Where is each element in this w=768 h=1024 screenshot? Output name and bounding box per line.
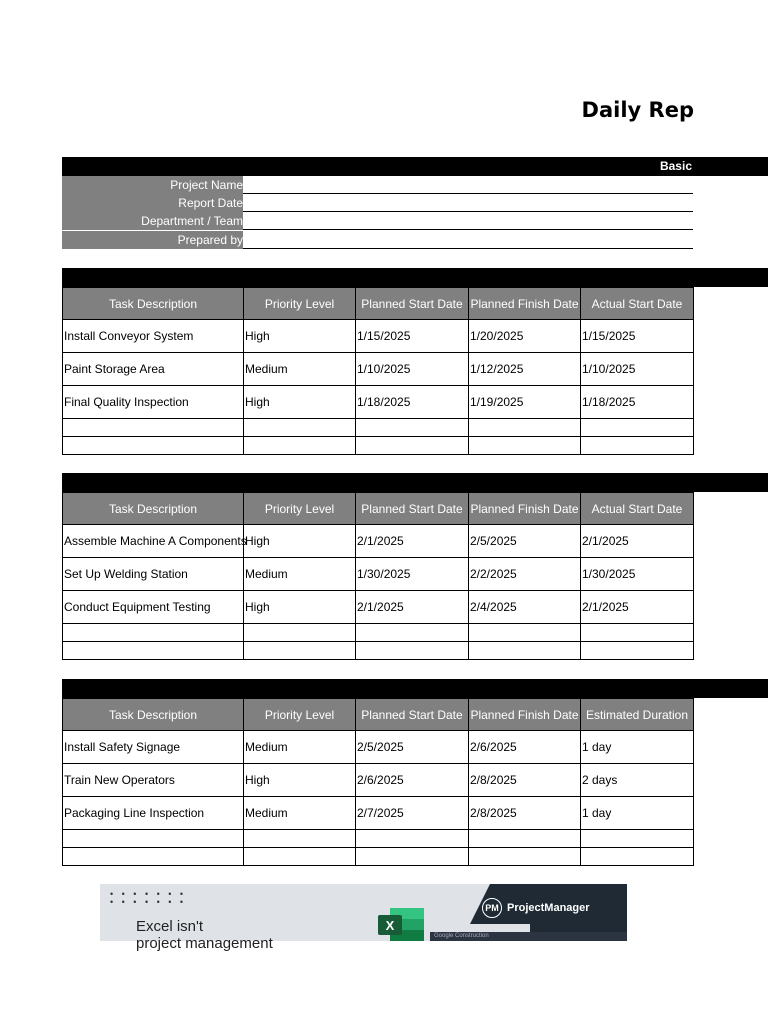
table-cell[interactable]: 2/8/2025 <box>469 764 581 797</box>
section-bar-2 <box>62 473 768 492</box>
info-label: Prepared by <box>62 231 243 249</box>
empty-table-row <box>63 624 694 642</box>
empty-table-cell[interactable] <box>244 642 356 660</box>
table-cell[interactable]: 2 days <box>581 764 694 797</box>
empty-table-cell[interactable] <box>244 437 356 455</box>
info-label: Report Date <box>62 194 243 212</box>
empty-table-row <box>63 419 694 437</box>
table-cell[interactable]: 1/30/2025 <box>581 558 694 591</box>
basic-info-header <box>62 157 768 176</box>
table-cell[interactable]: 1/15/2025 <box>356 320 469 353</box>
empty-table-cell[interactable] <box>356 830 469 848</box>
table-cell[interactable]: 1 day <box>581 731 694 764</box>
table-header-row <box>63 493 694 525</box>
empty-table-cell[interactable] <box>581 419 694 437</box>
column-header: Priority Level <box>244 493 356 525</box>
table-cell[interactable]: 2/2/2025 <box>469 558 581 591</box>
table-cell[interactable]: High <box>244 764 356 797</box>
column-header: Actual Start Date <box>581 493 694 525</box>
empty-table-cell[interactable] <box>63 848 244 866</box>
table-cell[interactable]: Install Safety Signage <box>63 731 244 764</box>
empty-table-cell[interactable] <box>356 642 469 660</box>
column-header: Planned Finish Date <box>469 493 581 525</box>
empty-table-row <box>63 830 694 848</box>
table-row <box>63 353 694 386</box>
column-header: Planned Start Date <box>356 288 469 320</box>
section-bar-3 <box>62 679 768 698</box>
info-row-department <box>62 212 693 230</box>
table-cell[interactable]: 1/19/2025 <box>469 386 581 419</box>
table-cell[interactable]: 1/10/2025 <box>356 353 469 386</box>
table-cell[interactable]: Medium <box>244 353 356 386</box>
table-cell[interactable]: 1/10/2025 <box>581 353 694 386</box>
empty-table-cell[interactable] <box>63 437 244 455</box>
table-cell[interactable]: 2/4/2025 <box>469 591 581 624</box>
empty-table-cell[interactable] <box>63 642 244 660</box>
empty-table-cell[interactable] <box>469 830 581 848</box>
report-title: Daily Rep <box>581 98 694 122</box>
empty-table-cell[interactable] <box>244 848 356 866</box>
info-label: Project Name <box>62 176 243 194</box>
projectmanager-ad-banner[interactable] <box>100 884 627 952</box>
table-cell[interactable]: 2/7/2025 <box>356 797 469 830</box>
empty-table-cell[interactable] <box>581 624 694 642</box>
basic-info-header-label: Basic <box>659 159 692 173</box>
empty-table-cell[interactable] <box>244 830 356 848</box>
table-cell[interactable]: Medium <box>244 731 356 764</box>
table-cell[interactable]: High <box>244 320 356 353</box>
empty-table-cell[interactable] <box>469 437 581 455</box>
table-cell[interactable]: 1 day <box>581 797 694 830</box>
column-header: Task Description <box>63 288 244 320</box>
app-preview-strip: Google Construction <box>430 932 627 941</box>
empty-table-cell[interactable] <box>356 419 469 437</box>
table-cell[interactable]: Medium <box>244 558 356 591</box>
projectmanager-logo <box>482 898 590 918</box>
empty-table-cell[interactable] <box>63 830 244 848</box>
table-row <box>63 591 694 624</box>
column-header: Priority Level <box>244 288 356 320</box>
empty-table-cell[interactable] <box>469 642 581 660</box>
column-header: Planned Start Date <box>356 493 469 525</box>
empty-table-row <box>63 437 694 455</box>
empty-table-cell[interactable] <box>469 624 581 642</box>
table-cell[interactable]: 1/18/2025 <box>581 386 694 419</box>
table-cell[interactable]: Medium <box>244 797 356 830</box>
table-cell[interactable]: 1/12/2025 <box>469 353 581 386</box>
empty-table-cell[interactable] <box>63 624 244 642</box>
task-table-3 <box>62 698 694 866</box>
brand-name: ProjectManager <box>507 901 590 914</box>
table-cell[interactable]: 2/5/2025 <box>356 731 469 764</box>
table-cell[interactable]: High <box>244 525 356 558</box>
empty-table-cell[interactable] <box>469 419 581 437</box>
table-cell[interactable]: 2/1/2025 <box>356 525 469 558</box>
table-cell[interactable]: High <box>244 386 356 419</box>
column-header: Estimated Duration <box>581 699 694 731</box>
table-cell[interactable]: 2/1/2025 <box>356 591 469 624</box>
column-header: Task Description <box>63 493 244 525</box>
info-label: Department / Team <box>62 212 243 230</box>
empty-table-cell[interactable] <box>356 848 469 866</box>
empty-table-row <box>63 642 694 660</box>
table-cell[interactable]: Paint Storage Area <box>63 353 244 386</box>
table-row <box>63 764 694 797</box>
table-row <box>63 797 694 830</box>
empty-table-cell[interactable] <box>581 437 694 455</box>
empty-table-row <box>63 848 694 866</box>
column-header: Priority Level <box>244 699 356 731</box>
column-header: Actual Start Date <box>581 288 694 320</box>
department-field[interactable] <box>243 212 693 230</box>
table-cell[interactable]: 1/15/2025 <box>581 320 694 353</box>
table-row <box>63 731 694 764</box>
empty-table-cell[interactable] <box>581 830 694 848</box>
prepared-by-field[interactable] <box>243 231 693 249</box>
table-cell[interactable]: Train New Operators <box>63 764 244 797</box>
table-cell[interactable]: 2/6/2025 <box>356 764 469 797</box>
table-row <box>63 320 694 353</box>
empty-table-cell[interactable] <box>469 848 581 866</box>
table-cell[interactable]: 1/20/2025 <box>469 320 581 353</box>
table-cell[interactable]: 2/1/2025 <box>581 525 694 558</box>
ad-headline: Excel isn't <box>136 918 204 935</box>
empty-table-cell[interactable] <box>244 624 356 642</box>
table-cell[interactable]: 2/1/2025 <box>581 591 694 624</box>
column-header: Task Description <box>63 699 244 731</box>
table-cell[interactable]: 2/5/2025 <box>469 525 581 558</box>
table-cell[interactable]: Packaging Line Inspection <box>63 797 244 830</box>
excel-letter: X <box>385 918 395 933</box>
info-row-prepared-by <box>62 231 693 249</box>
table-header-row <box>63 288 694 320</box>
column-header: Planned Start Date <box>356 699 469 731</box>
task-table-1 <box>62 287 694 455</box>
project-name-field[interactable] <box>243 176 693 194</box>
empty-table-cell[interactable] <box>356 437 469 455</box>
table-cell[interactable]: 1/18/2025 <box>356 386 469 419</box>
table-cell[interactable]: 2/8/2025 <box>469 797 581 830</box>
table-cell[interactable]: 2/6/2025 <box>469 731 581 764</box>
task-table-2 <box>62 492 694 660</box>
empty-table-cell[interactable] <box>356 624 469 642</box>
table-cell[interactable]: 1/30/2025 <box>356 558 469 591</box>
table-cell[interactable]: Install Conveyor System <box>63 320 244 353</box>
table-cell[interactable]: Set Up Welding Station <box>63 558 244 591</box>
report-date-field[interactable] <box>243 194 693 212</box>
info-row-project-name <box>62 176 693 194</box>
table-cell[interactable]: High <box>244 591 356 624</box>
column-header: Planned Finish Date <box>469 288 581 320</box>
excel-logo-icon <box>376 908 428 941</box>
empty-table-cell[interactable] <box>244 419 356 437</box>
info-row-report-date <box>62 194 693 212</box>
dot-pattern-decoration: • • • • • • • • • • • • • • <box>110 889 187 907</box>
pm-logo-icon: PM <box>482 898 502 918</box>
table-cell[interactable]: Conduct Equipment Testing <box>63 591 244 624</box>
table-row <box>63 386 694 419</box>
table-row <box>63 558 694 591</box>
empty-table-cell[interactable] <box>63 419 244 437</box>
empty-table-cell[interactable] <box>581 848 694 866</box>
column-header: Planned Finish Date <box>469 699 581 731</box>
empty-table-cell[interactable] <box>581 642 694 660</box>
table-cell[interactable]: Assemble Machine A Components <box>63 525 244 558</box>
ad-headline-2: project management <box>136 935 273 952</box>
section-bar-1 <box>62 268 768 287</box>
table-cell[interactable]: Final Quality Inspection <box>63 386 244 419</box>
table-row <box>63 525 694 558</box>
table-header-row <box>63 699 694 731</box>
